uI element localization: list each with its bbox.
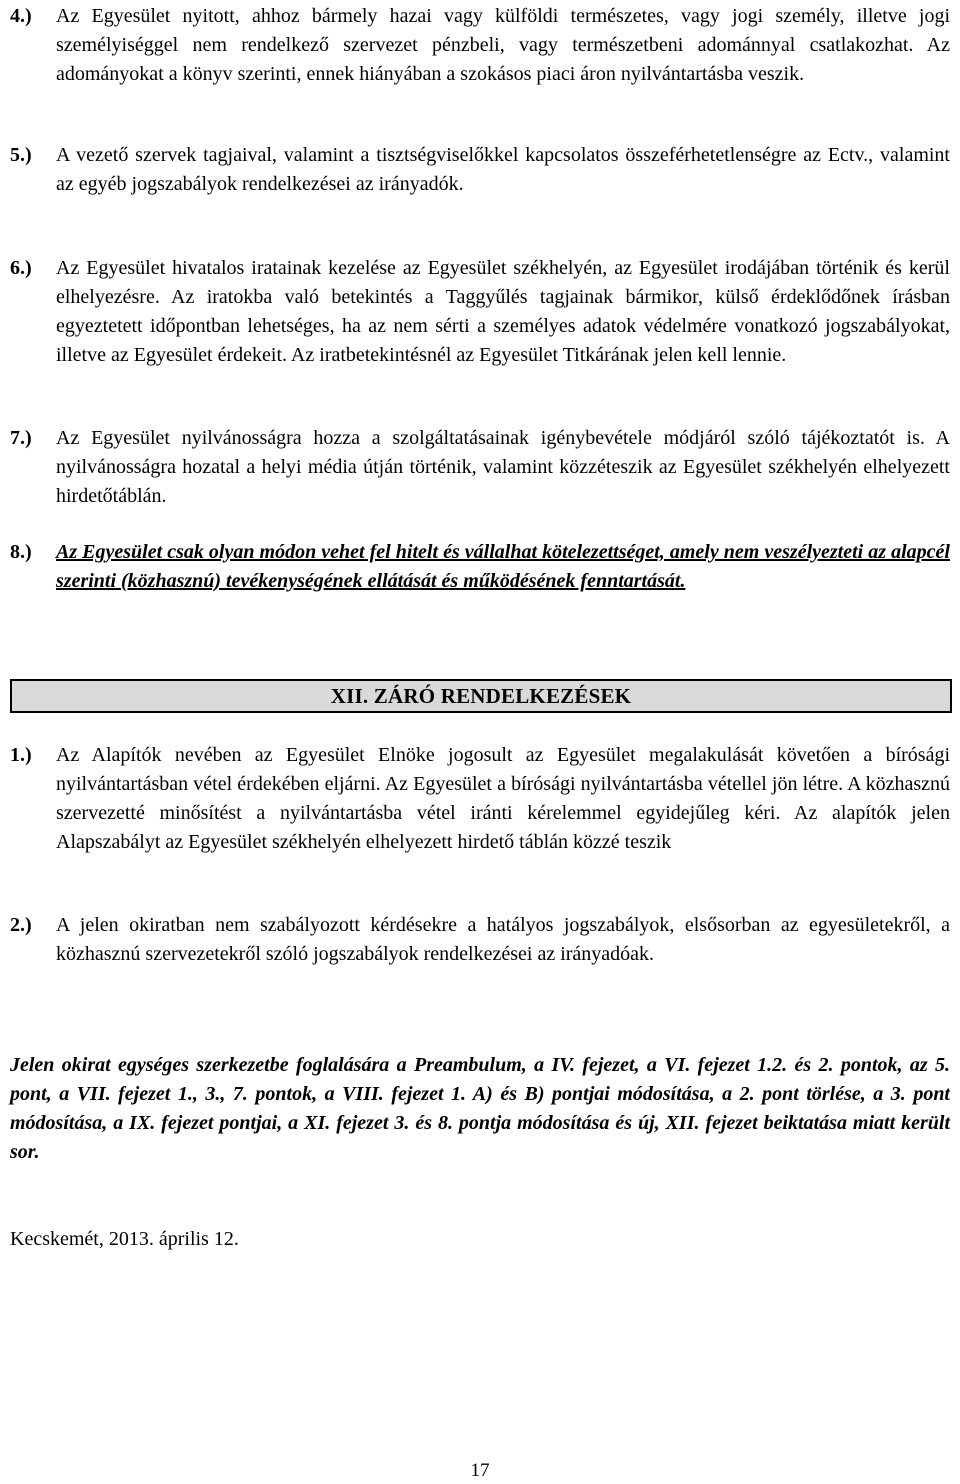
paragraph-text: Az Egyesület nyilvánosságra hozza a szolgáltatásainak igénybevétele módjáról szóló tájékoztatót is. A nyilvánosságra hozatal a helyi média útján történik, valamint közzéteszik az Egyesület székhelyén elhelyezett hirdetőtáblán. [56,427,950,507]
paragraph-number: 4.) [10,5,32,27]
paragraph-7 [10,424,950,511]
paragraph-number: 7.) [10,427,32,449]
paragraph-text-emphasis: Az Egyesület csak olyan módon vehet fel hitelt és vállalhat kötelezettséget, amely nem veszélyezteti az alapcél szerinti (közhasznú) tevékenységének ellátását és működésének fenntartását. [56,541,950,592]
date-place: Kecskemét, 2013. április 12. [10,1228,239,1250]
paragraph-number: 8.) [10,541,32,563]
closing-note: Jelen okirat egységes szerkezetbe foglalására a Preambulum, a IV. fejezet, a VI. fejezet 1.2. és 2. pontok, az 5. pont, a VII. fejezet 1., 3., 7. pontok, a VIII. fejezet 1. A) és B) pontjai módosítása, a 2. pont törlése, a 3. pont módosítása, a IX. fejezet pontjai, a XI. fejezet 3. és 8. pontja módosítása és új, XII. fejezet beiktatása miatt került sor. [10,1054,950,1163]
section-paragraph-2 [10,911,950,969]
paragraph-8 [10,538,950,596]
paragraph-text: Az Egyesület nyitott, ahhoz bármely hazai vagy külföldi természetes, vagy jogi személy, illetve jogi személyiséggel nem rendelkező szervezet pénzbeli, vagy természetbeni adománnyal csatlakozhat. Az adományokat a könyv szerinti, ennek hiányában a szokásos piaci áron nyilvántartásba veszik. [56,5,950,85]
section-title: XII. ZÁRÓ RENDELKEZÉSEK [330,683,632,708]
section-paragraph-1 [10,741,950,857]
paragraph-5 [10,141,950,199]
section-heading-box [10,679,952,713]
paragraph-text: Az Alapítók nevében az Egyesület Elnöke jogosult az Egyesület megalakulását követően a bírósági nyilvántartásban vétel érdekében eljárni. Az Egyesület a bírósági nyilvántartásba vétellel jön létre. A közhasznú szervezetté minősítést a nyilvántartásba vétel iránti kérelemmel egyidejűleg kéri. Az alapítók jelen Alapszabályt az Egyesület székhelyén elhelyezett hirdető táblán közzé teszik [56,744,950,853]
paragraph-number: 5.) [10,144,32,166]
paragraph-number: 6.) [10,257,32,279]
paragraph-number: 1.) [10,744,32,766]
paragraph-text: A jelen okiratban nem szabályozott kérdésekre a hatályos jogszabályok, elsősorban az egyesületekről, a közhasznú szervezetekről szóló jogszabályok rendelkezései az irányadóak. [56,914,950,965]
paragraph-text: Az Egyesület hivatalos iratainak kezelése az Egyesület székhelyén, az Egyesület irodájában történik és kerül elhelyezésre. Az iratokba való betekintés a Taggyűlés tagjainak bármikor, külső érdeklődőnek írásban egyeztetett időpontban lehetséges, ha az nem sérti a személyes adatok védelmére vonatkozó jogszabályokat, illetve az Egyesület érdekeit. Az iratbetekintésnél az Egyesület Titkárának jelen kell lennie. [56,257,950,366]
paragraph-6 [10,254,950,370]
paragraph-4 [10,2,950,89]
page-number: 17 [470,1460,490,1481]
paragraph-number: 2.) [10,914,32,936]
paragraph-text: A vezető szervek tagjaival, valamint a tisztségviselőkkel kapcsolatos összeférhetetlenségre az Ectv., valamint az egyéb jogszabályok rendelkezései az irányadók. [56,144,950,195]
